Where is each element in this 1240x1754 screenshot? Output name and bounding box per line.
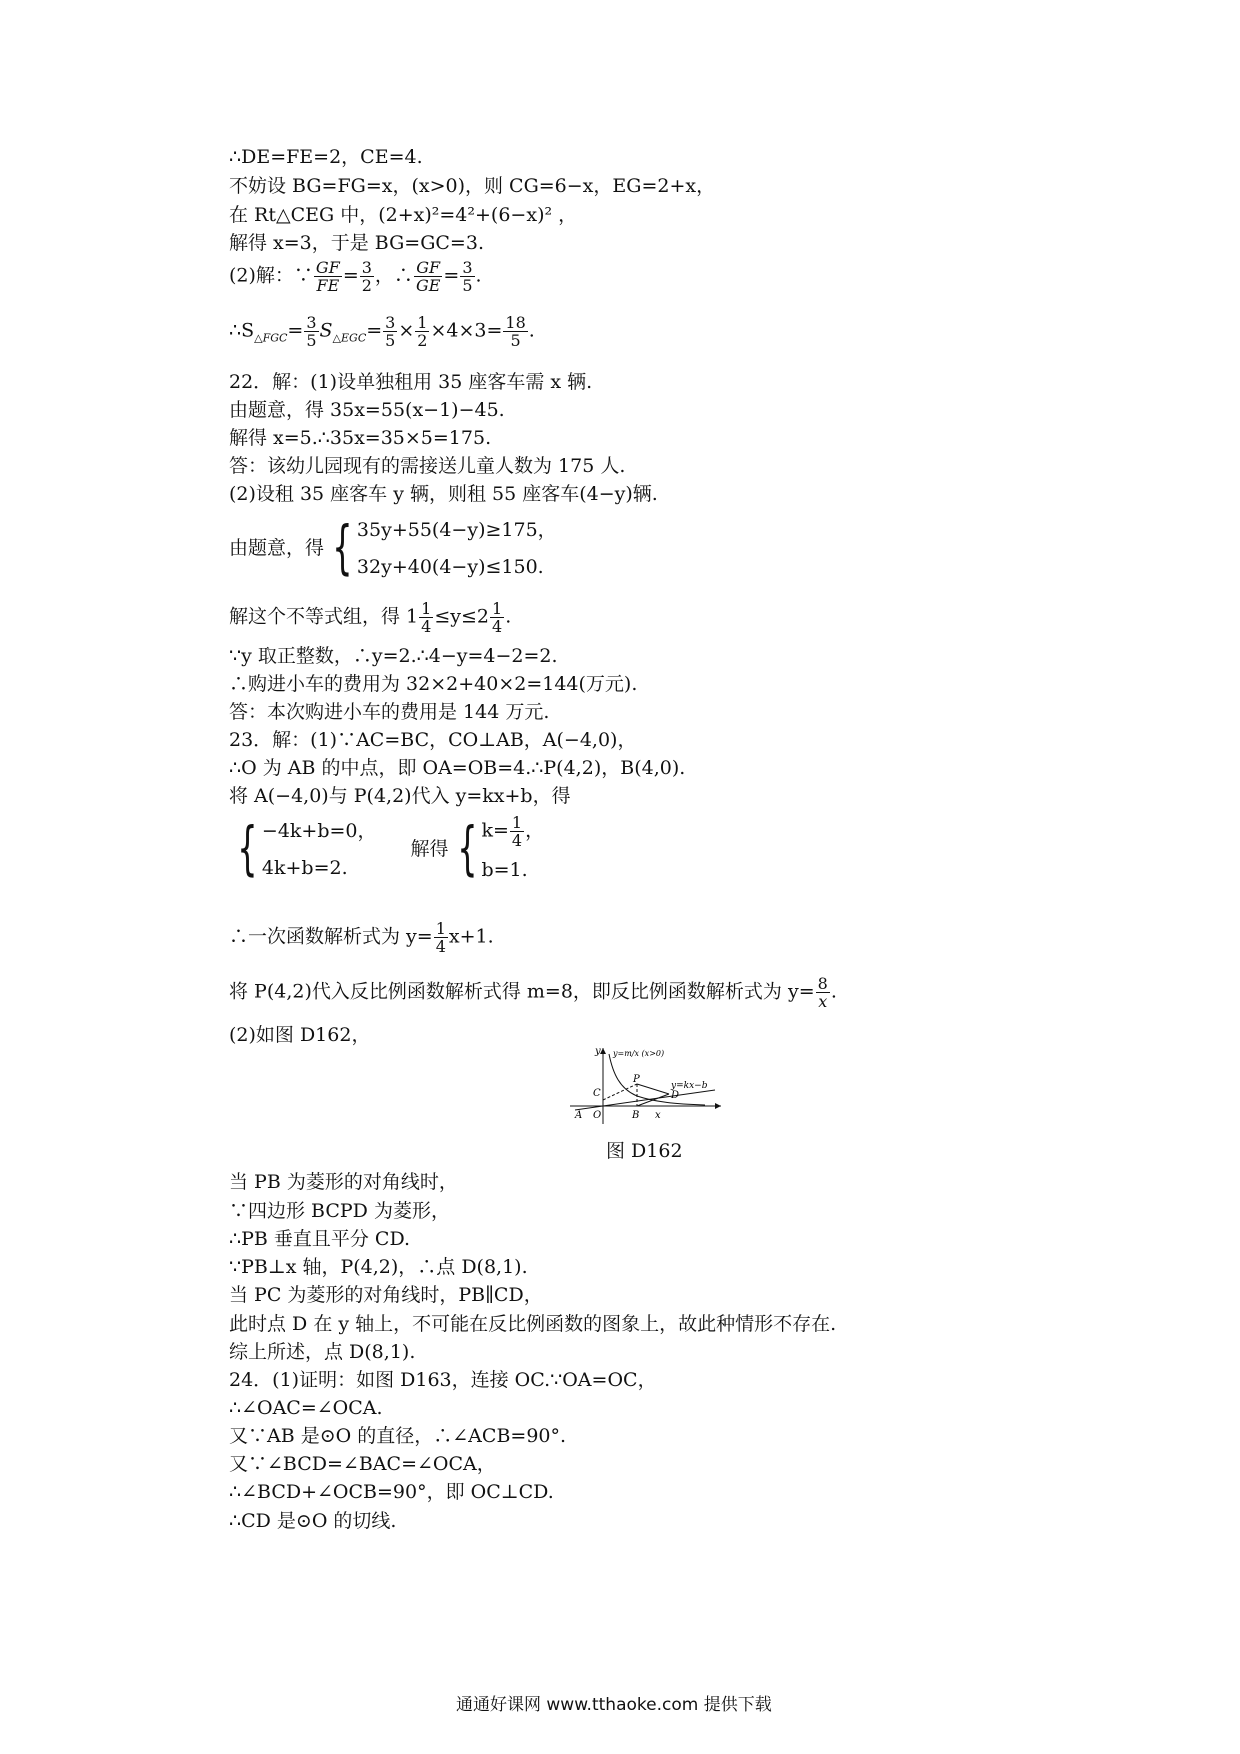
fraction: $\frac{1}{4}$ (492, 599, 503, 636)
text-line: 答：本次购进小车的费用是 144 万元. (229, 701, 550, 723)
label-a: A (575, 1110, 583, 1121)
fraction: $\frac{1}{4}$ (435, 919, 446, 956)
fraction: $\frac{3}{5}$ (462, 258, 473, 295)
figure-d162 (565, 1044, 725, 1126)
inverse-function-line: 将 P(4,2)代入反比例函数解析式得 m=8，即反比例函数解析式为 y= $\frac{8}{x}$ . (229, 974, 837, 1011)
text-line: ∴CD 是⊙O 的切线. (229, 1510, 397, 1532)
text-line: 由题意，得 35x=55(x−1)−45. (229, 399, 505, 421)
text-line: 将 A(−4,0)与 P(4,2)代入 y=kx+b，得 (229, 785, 571, 807)
label-x: x (655, 1110, 661, 1121)
text-line: (2)如图 D162， (229, 1024, 371, 1046)
fraction: $\frac{18}{5}$ (505, 313, 526, 350)
fraction: $\frac{1}{2}$ (417, 313, 428, 350)
label-b: B (632, 1110, 640, 1121)
figure-caption: 图 D162 (606, 1140, 683, 1162)
segment-cp (603, 1084, 637, 1100)
fraction: $\frac{1}{4}$ (421, 599, 432, 636)
brace-icon: { (237, 813, 258, 882)
text-line: ∴购进小车的费用为 32×2+40×2=144(万元). (229, 673, 638, 695)
label-curve: y=m/x (x>0) (613, 1049, 665, 1058)
text-line: 解得 x=5.∴35x=35×5=175. (229, 427, 492, 449)
text-line: 此时点 D 在 y 轴上，不可能在反比例函数的图象上，故此种情形不存在. (229, 1313, 837, 1335)
text-line: 答：该幼儿园现有的需接送儿童人数为 175 人. (229, 455, 626, 477)
area-line: $\therefore S_{\triangle FGC}=$ $\frac{3}{5}$ $S_{\triangle EGC}=$ $\frac{3}{5}$ × $\frac{1}{2}$ ×4×3= $\frac{18}{5}$ . (229, 313, 535, 350)
text-line: 又∵AB 是⊙O 的直径，∴∠ACB=90°. (229, 1425, 567, 1447)
fraction: $\frac{3}{5}$ (306, 313, 317, 350)
fraction: $\frac{GF}{GE}$ (415, 258, 441, 295)
text-line: 在 Rt△CEG 中，(2+x)²=4²+(6−x)² ， (229, 204, 578, 226)
text-line: 不妨设 BG=FG=x，(x>0)，则 CG=6−x，EG=2+x， (229, 175, 716, 197)
x-axis-arrow-icon (715, 1103, 721, 1109)
linear-function-line: ∴一次函数解析式为 y= $\frac{1}{4}$ x+1. (229, 919, 494, 956)
text-line: ∴O 为 AB 的中点，即 OA=OB=4.∴P(4,2)，B(4,0). (229, 757, 686, 779)
text-line: 综上所述，点 D(8,1). (229, 1341, 416, 1363)
text-line: ∵PB⊥x 轴，P(4,2)，∴点 D(8,1). (229, 1256, 528, 1278)
fraction: $\frac{3}{2}$ (361, 258, 372, 295)
label-y: y (595, 1046, 601, 1057)
text-line: 24．(1)证明：如图 D163，连接 OC.∵OA=OC， (229, 1369, 657, 1391)
text-line: (2)设租 35 座客车 y 辆，则租 55 座客车(4−y)辆. (229, 483, 658, 505)
brace-icon: { (456, 813, 478, 882)
segment-pd (637, 1084, 669, 1094)
text-line: ∴PB 垂直且平分 CD. (229, 1228, 411, 1250)
text-line: ∴DE=FE=2，CE=4. (229, 146, 423, 168)
equation-system: { −4k+b=0， 4k+b=2. 解得 { k= $\frac{1}{4}$ ， b=1. (237, 813, 545, 882)
brace-icon: { (332, 512, 353, 581)
text-line: 22．解：(1)设单独租用 35 座客车需 x 辆. (229, 371, 593, 393)
text-line: 当 PB 为菱形的对角线时， (229, 1171, 458, 1193)
text-line: 23．解：(1)∵AC=BC，CO⊥AB，A(−4,0)， (229, 729, 637, 751)
text-line: 当 PC 为菱形的对角线时，PB∥CD， (229, 1284, 543, 1306)
label-line: y=kx−b (671, 1081, 708, 1091)
hyperbola-curve (609, 1054, 705, 1105)
text-line: 解得 x=3，于是 BG=GC=3. (229, 232, 484, 254)
fraction: $\frac{1}{4}$ (511, 813, 523, 850)
y-axis-arrow-icon (600, 1048, 606, 1054)
text-line: 又∵∠BCD=∠BAC=∠OCA， (229, 1453, 496, 1475)
fraction: $\frac{GF}{FE}$ (315, 258, 340, 295)
ratio-line: (2)解：∵ $\frac{GF}{FE}$ = $\frac{3}{2}$ ，∴ $\frac{GF}{GE}$ = $\frac{3}{5}$ . (229, 258, 482, 295)
footer-watermark: 通通好课网 www.tthaoke.com 提供下载 (456, 1695, 772, 1715)
text-line: ∵四边形 BCPD 为菱形， (229, 1200, 450, 1222)
label-p: P (633, 1074, 640, 1085)
label-d: D (671, 1090, 680, 1101)
fraction: $\frac{3}{5}$ (385, 313, 396, 350)
inequality-system: 由题意，得 { 35y+55(4−y)≥175， 32y+40(4−y)≤150. (229, 512, 557, 581)
text-line: ∵y 取正整数，∴y=2.∴4−y=4−2=2. (229, 645, 558, 667)
solution-range-line: 解这个不等式组，得 1 $\frac{1}{4}$ ≤y≤2 $\frac{1}{4}$ . (229, 599, 512, 636)
label-o: O (593, 1110, 602, 1121)
text-line: ∴∠BCD+∠OCB=90°，即 OC⊥CD. (229, 1481, 554, 1503)
label-c: C (593, 1088, 601, 1099)
fraction: $\frac{8}{x}$ (817, 974, 828, 1011)
text-line: ∴∠OAC=∠OCA. (229, 1397, 383, 1419)
